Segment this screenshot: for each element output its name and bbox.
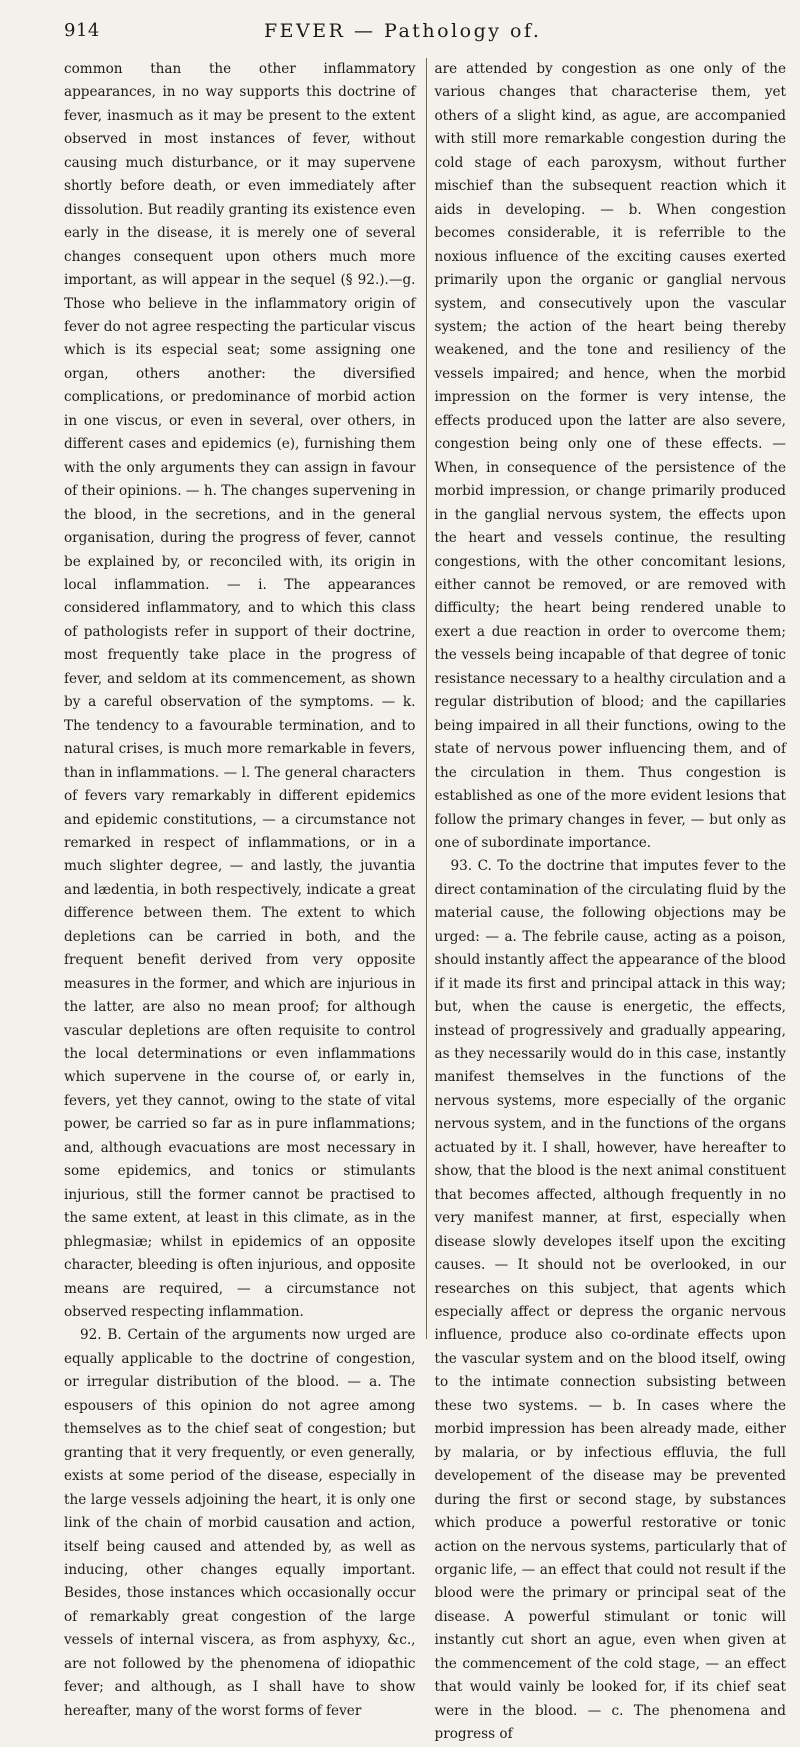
left-column [64, 58, 416, 1719]
right-column [426, 58, 787, 1743]
running-title: FEVER — Pathology of. [264, 20, 542, 42]
page-number: 914 [64, 20, 100, 41]
text-columns [64, 58, 786, 1743]
paragraph: common than the other inflammatory appearances, in no way supports this doctrine of fever, inasmuch as it may be present to the extent observed in most instances of fever, without causing much disturbance, or it may supervene shortly before death, or even immediately after dissolution. But readily granting its existence even early in the disease, it is merely one of several changes consequent upon others much more important, as will appear in the sequel (§ 92.).—g. Those who believe in the inflammatory origin of fever do not agree respecting the particular viscus which is its especial seat; some assigning one organ, others another: the diversified complications, or predominance of morbid action in one viscus, or even in several, over others, in different cases and epidemics (e), furnishing them with the only arguments they can assign in favour of their opinions. — h. The changes supervening in the blood, in the secretions, and in the general organisation, during the progress of fever, cannot be explained by, or reconciled with, its origin in local inflammation. — i. The appearances considered inflammatory, and to which this class of pathologists refer in support of their doctrine, most frequently take place in the progress of fever, and seldom at its commencement, as shown by a careful observation of the symptoms. — k. The tendency to a favourable termination, and to natural crises, is much more remarkable in fevers, than in inflammations. — l. The general characters of fevers vary remarkably in different epidemics and epidemic constitutions, — a circumstance not remarked in respect of inflammations, or in a much slighter degree, — and lastly, the juvantia and lædentia, in both respectively, indicate a great difference between them. The extent to which depletions can be carried in both, and the frequent benefit derived from very opposite measures in the former, and which are injurious in the latter, are also no mean proof; for although vascular depletions are often requisite to control the local determinations or even inflammations which supervene in the course of, or early in, fevers, yet they cannot, owing to the state of vital power, be carried so far as in pure inflammations; and, although evacuations are most necessary in some epidemics, and tonics or stimulants injurious, still the former cannot be practised to the same extent, at least in this climate, as in the phlegmasiæ; whilst in epidemics of an opposite character, bleeding is often injurious, and opposite means are required, — a circumstance not observed respecting inflammation. [64, 61, 416, 1321]
paragraph: are attended by congestion as one only of the various changes that characterise them, yet others of a slight kind, as ague, are accompanied with still more remarkable congestion during the cold stage of each paroxysm, without further mischief than the subsequent reaction which it aids in developing. — b. When congestion becomes considerable, it is referrible to the noxious influence of the exciting causes exerted primarily upon the organic or ganglial nervous system, and consecutively upon the vascular system; the action of the heart being thereby weakened, and the tone and resiliency of the vessels impaired; and hence, when the morbid impression on the former is very intense, the effects produced upon the latter are also severe, congestion being only one of these effects. — When, in consequence of the persistence of the morbid impression, or change primarily produced in the ganglial nervous system, the effects upon the heart and vessels continue, the resulting congestions, with the other concomitant lesions, either cannot be removed, or are removed with difficulty; the heart being rendered unable to exert a due reaction in order to overcome them; the vessels being incapable of that degree of tonic resistance necessary to a healthy circulation and a regular distribution of blood; and the capillaries being impaired in all their functions, owing to the state of nervous power influencing them, and of the circulation in them. Thus congestion is established as one of the more evident lesions that follow the primary changes in fever, — but only as one of subordinate importance. [434, 61, 786, 851]
paragraph: 92. B. Certain of the arguments now urged are equally applicable to the doctrine of congestion, or irregular distribution of the blood. — a. The espousers of this opinion do not agree among themselves as to the chief seat of congestion; but granting that it very frequently, or even generally, exists at some period of the disease, especially in the large vessels adjoining the heart, it is only one link of the chain of morbid causation and action, itself being caused and attended by, as well as inducing, other changes equally important. Besides, those instances which occasionally occur of remarkably great congestion of the large vessels of internal viscera, as from asphyxy, &c., are not followed by the phenomena of idiopathic fever; and although, as I shall have to show hereafter, many of the worst forms of fever [64, 1327, 416, 1719]
paragraph: 93. C. To the doctrine that imputes fever to the direct contamination of the circulating fluid by the material cause, the following objections may be urged: — a. The febrile cause, acting as a poison, should instantly affect the appearance of the blood if it made its first and principal attack in this way; but, when the cause is energetic, the effects, instead of progressively and gradually appearing, as they necessarily would do in this case, instantly manifest themselves in the functions of the nervous systems, more especially of the organic nervous system, and in the functions of the organs actuated by it. I shall, however, have hereafter to show, that the blood is the next animal constituent that becomes affected, although frequently in no very manifest manner, at first, especially when disease slowly developes itself upon the exciting causes. — It should not be overlooked, in our researches on this subject, that agents which especially affect or depress the organic nervous influence, produce also co-ordinate effects upon the vascular system and on the blood itself, owing to the intimate connection subsisting between these two systems. — b. In cases where the morbid impression has been already made, either by malaria, or by infectious effluvia, the full developement of the disease may be prevented during the first or second stage, by substances which produce a powerful restorative or tonic action on the nervous systems, particularly that of organic life, — an effect that could not result if the blood were the primary or principal seat of the disease. A powerful stimulant or tonic will instantly cut short an ague, even when given at the commencement of the cold stage, — an effect that would vainly be looked for, if its chief seat were in the blood. — c. The phenomena and progress of [434, 858, 786, 1743]
page-header [64, 20, 780, 48]
